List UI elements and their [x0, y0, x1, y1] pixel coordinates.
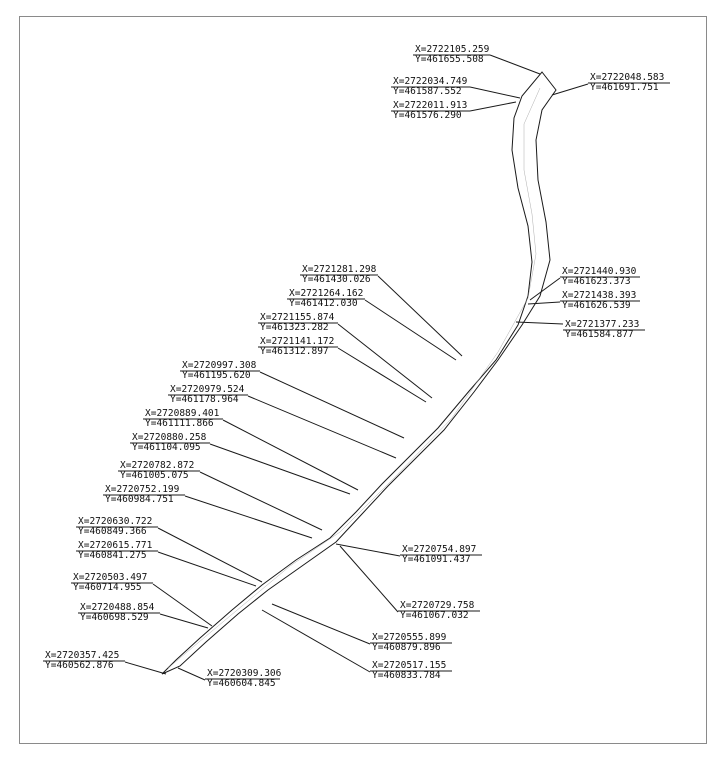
coordinate-callout	[370, 660, 452, 681]
coordinate-y-label: Y=461623.373	[562, 276, 631, 287]
leader-line	[178, 668, 205, 680]
leader-line	[160, 614, 208, 628]
coordinate-callout	[300, 264, 378, 285]
coordinate-x-label: X=2720630.722	[78, 516, 153, 527]
coordinate-x-label: X=2721155.874	[260, 312, 335, 323]
coordinate-x-label: X=2720880.258	[132, 432, 207, 443]
coordinate-callout	[560, 290, 640, 311]
leader-line	[260, 372, 404, 438]
leader-line	[158, 528, 262, 582]
coordinate-x-label: X=2720997.308	[182, 360, 257, 371]
leader-line	[378, 276, 462, 356]
coordinate-callout	[258, 336, 338, 357]
coordinate-callout	[413, 44, 490, 65]
coordinate-x-label: X=2721440.930	[562, 266, 637, 277]
coordinate-x-label: X=2721438.393	[562, 290, 637, 301]
coordinate-y-label: Y=461655.508	[415, 54, 484, 65]
coordinate-callout	[76, 540, 158, 561]
coordinate-callout	[103, 484, 185, 505]
coordinate-callout	[398, 600, 480, 621]
coordinate-y-label: Y=460841.275	[78, 550, 147, 561]
coordinate-callout	[560, 266, 640, 287]
coordinate-x-label: X=2720729.758	[400, 600, 475, 611]
coordinate-x-label: X=2720357.425	[45, 650, 120, 661]
coordinate-x-label: X=2722011.913	[393, 100, 468, 111]
leader-line	[340, 546, 398, 612]
coordinate-callout	[71, 572, 153, 593]
coordinate-x-label: X=2721377.233	[565, 319, 640, 330]
coordinate-y-label: Y=460984.751	[105, 494, 174, 505]
leader-line	[223, 420, 358, 490]
coordinate-x-label: X=2721281.298	[302, 264, 377, 275]
coordinate-x-label: X=2720517.155	[372, 660, 447, 671]
coordinate-x-label: X=2720488.854	[80, 602, 155, 613]
leader-line	[552, 84, 588, 95]
coordinate-callout	[205, 668, 282, 689]
coordinate-x-label: X=2720754.897	[402, 544, 477, 555]
coordinate-y-label: Y=461430.026	[302, 274, 371, 285]
coordinate-y-label: Y=461312.897	[260, 346, 329, 357]
coordinate-y-label: Y=461587.552	[393, 86, 462, 97]
coordinate-x-label: X=2720979.524	[170, 384, 245, 395]
coordinate-callout	[588, 72, 670, 93]
coordinate-callout	[391, 76, 470, 97]
leader-line	[470, 102, 516, 111]
coordinate-y-label: Y=461111.866	[145, 418, 214, 429]
coordinate-y-label: Y=461584.877	[565, 329, 634, 340]
leader-line	[490, 55, 540, 74]
coordinate-y-label: Y=460698.529	[80, 612, 149, 623]
leader-line	[338, 348, 426, 402]
coordinate-callout	[258, 312, 338, 333]
coordinate-y-label: Y=461178.964	[170, 394, 239, 405]
coordinate-callout	[400, 544, 482, 565]
coordinate-y-label: Y=461576.290	[393, 110, 462, 121]
coordinate-callout	[78, 602, 160, 623]
coordinate-y-label: Y=461195.620	[182, 370, 251, 381]
coordinate-y-label: Y=460604.845	[207, 678, 276, 689]
leader-line	[248, 396, 396, 458]
coordinate-y-label: Y=461067.032	[400, 610, 469, 621]
coordinate-y-label: Y=461104.095	[132, 442, 201, 453]
coordinate-callout	[370, 632, 452, 653]
coordinate-x-label: X=2720752.199	[105, 484, 180, 495]
coordinate-x-label: X=2722048.583	[590, 72, 665, 83]
coordinate-y-label: Y=460714.955	[73, 582, 142, 593]
leader-line	[365, 300, 456, 360]
coordinate-x-label: X=2720309.306	[207, 668, 282, 679]
leader-line	[336, 544, 400, 556]
leader-line	[185, 496, 312, 538]
coordinate-y-label: Y=461005.075	[120, 470, 189, 481]
leader-line	[153, 584, 212, 626]
coordinate-callout	[43, 650, 125, 671]
coordinate-x-label: X=2720503.497	[73, 572, 148, 583]
leader-line	[470, 87, 520, 98]
coordinate-callout	[168, 384, 248, 405]
coordinate-callout	[76, 516, 158, 537]
leader-line	[158, 552, 256, 586]
coordinate-y-label: Y=461626.539	[562, 300, 631, 311]
coordinate-callout	[130, 432, 210, 453]
coordinate-callout	[287, 288, 365, 309]
coordinate-x-label: X=2720782.872	[120, 460, 195, 471]
leader-line	[262, 610, 370, 672]
coordinate-callout	[563, 319, 645, 340]
coordinate-callout	[118, 460, 200, 481]
coordinate-labels	[43, 44, 670, 689]
coordinate-callout	[180, 360, 260, 381]
leader-line	[125, 662, 166, 674]
coordinate-x-label: X=2720889.401	[145, 408, 220, 419]
coordinate-x-label: X=2721141.172	[260, 336, 335, 347]
coordinate-x-label: X=2721264.162	[289, 288, 364, 299]
coordinate-y-label: Y=461412.030	[289, 298, 358, 309]
coordinate-y-label: Y=461323.282	[260, 322, 329, 333]
coordinate-y-label: Y=460833.784	[372, 670, 441, 681]
coordinate-x-label: X=2720615.771	[78, 540, 153, 551]
coordinate-callout	[391, 100, 470, 121]
coordinate-y-label: Y=461091.437	[402, 554, 471, 565]
coordinate-x-label: X=2722034.749	[393, 76, 468, 87]
coordinate-y-label: Y=461691.751	[590, 82, 659, 93]
coordinate-y-label: Y=460849.366	[78, 526, 147, 537]
coordinate-callout	[143, 408, 223, 429]
coordinate-x-label: X=2722105.259	[415, 44, 490, 55]
coordinate-x-label: X=2720555.899	[372, 632, 447, 643]
coordinate-y-label: Y=460879.896	[372, 642, 441, 653]
coordinate-y-label: Y=460562.876	[45, 660, 114, 671]
